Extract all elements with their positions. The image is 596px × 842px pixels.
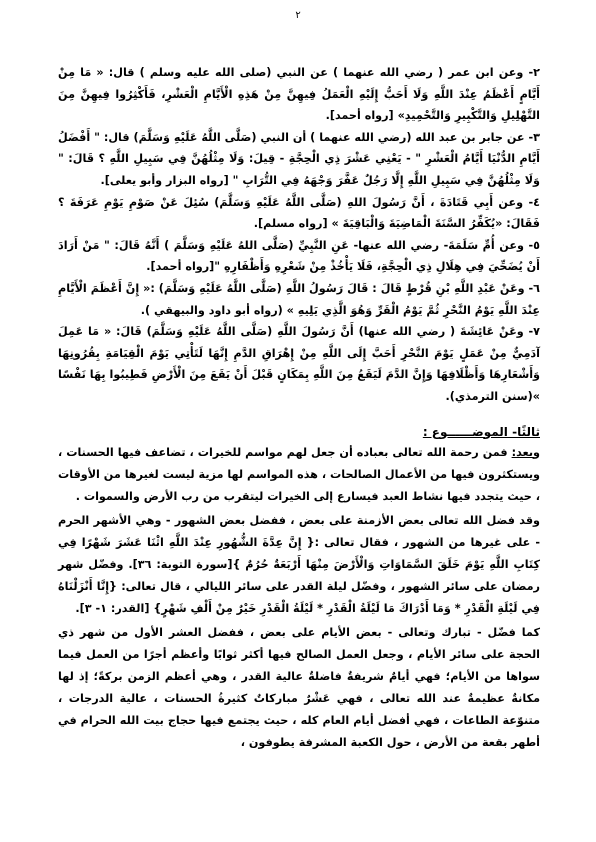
section-title: ثالثًا- الموضــــــوع : bbox=[422, 424, 540, 439]
document-body bbox=[58, 62, 540, 756]
hadith-item-3: ٣- عن جابر بن عبد الله (رضي الله عنهما ) أن النبي (صَلَّى اللَّهُ عَلَيْهِ وَسَلَّمَ) قال: " أَفْضَلُ أَيَّامِ الدُّنْيَا أَيَّامُ الْعَشْرِ " - يَعْنِي عَشْرَ ذِي الْحِجَّةِ - قِيلَ: وَلَا مِثْلُهُنَّ فِي سَبِيلِ اللَّهِ ؟ قَالَ: " وَلَا مِثْلُهُنَّ فِي سَبِيلِ اللَّهِ إِلَّا رَجُلٌ عَفَّرَ وَجْهَهُ فِي التُّرَابِ " [رواه البزار وأبو يعلى]. bbox=[58, 130, 540, 187]
hadith-item-5: ٥- وعن أُمِّ سَلَمَةَ- رضي الله عنها- عَنِ النَّبِيِّ (صَلَّى اللهُ عَلَيْهِ وَسَلَّمَ ) أَنَّهُ قَالَ: " مَنْ أَرَادَ أَنْ يُضَحِّيَ فِي هِلَالِ ذِي الْحِجَّةِ، فَلَا يَأْخُذْ مِنْ شَعْرِهِ وَأَظْفَارِهِ "[رواه أحمد]. bbox=[58, 238, 540, 274]
paragraph-months: وقد فضل الله تعالى بعض الأزمنة على بعض ، ففضل بعض الشهور - وهي الأشهر الحرم - على غيرها من الشهور ، فقال تعالى :{ إِنَّ عِدَّةَ الشُّهُورِ عِنْدَ اللَّهِ اثْنَا عَشَرَ شَهْرًا فِي كِتَابِ اللَّهِ يَوْمَ خَلَقَ السَّمَاوَاتِ وَالْأَرْضَ مِنْهَا أَرْبَعَةٌ حُرُمٌ }[سورة التوبة: ٣٦]. وفضّل شهر رمضان على سائر الشهور ، وفضّل ليلة القدر على سائر الليالي ، قال تعالى: {إِنَّا أَنْزَلْنَاهُ فِي لَيْلَةِ الْقَدْرِ * وَمَا أَدْرَاكَ مَا لَيْلَةُ الْقَدْرِ * لَيْلَةُ الْقَدْرِ خَيْرٌ مِنْ أَلْفِ شَهْرٍ} [القدر: ١- ٣]. bbox=[58, 513, 540, 615]
paragraph-intro bbox=[58, 442, 540, 508]
hadith-list bbox=[58, 62, 540, 408]
hadith-item-6: ٦- وعَنْ عَبْدِ اللَّهِ بْنِ قُرْطٍ قَالَ : قَالَ رَسُولُ اللَّهِ (صَلَّى اللَّهُ عَلَيْهِ وَسَلَّمَ) :« إِنَّ أَعْظَمَ الْأَيَّامِ عِنْدَ اللَّهِ يَوْمُ النَّحْرِ ثُمَّ يَوْمُ الْقَرِّ وَهُوَ الَّذِي يَلِيهِ » (رواه أبو داود والبيهقي ). bbox=[58, 281, 540, 317]
hadith-item-2: ٢- وعن ابن عمر ( رضي الله عنهما ) عن النبي (صلى الله عليه وسلم ) قال: « مَا مِنْ أَيَّامٍ أَعْظَمُ عِنْدَ اللَّهِ وَلَا أَحَبُّ إِلَيْهِ الْعَمَلُ فِيهِنَّ مِنْ هَذِهِ الْأَيَّامِ الْعَشْرِ، فَأَكْثِرُوا فِيهِنَّ مِنَ التَّهْلِيلِ وَالتَّكْبِيرِ وَالتَّحْمِيدِ» [رواه أحمد]. bbox=[58, 66, 540, 123]
paragraph-intro-text: فمن رحمة الله تعالى بعباده أن جعل لهم مواسم للخيرات ، تضاعف فيها الحسنات ، ويستكثرون فيها من الأعمال الصالحات ، هذه المواسم لها مزية ليست لغيرها من الأوقات ، حيث يتجدد فيها نشاط العبد فيسارع إلى الخيرات ليتقرب من رب الأرض والسموات . bbox=[58, 445, 540, 503]
paragraph-days: كما فضّل - تبارك وتعالى - بعض الأيام على بعض ، ففضل العشر الأول من شهر ذي الحجة على سائر الأيام ، وجعل العمل الصالح فيها أكثر ثوابًا وأعظم أجرًا من العمل فيما سواها من الأيام؛ فهي أيامٌ شريفةٌ فاضلةٌ عالية القدر ، وهي أعظم الزمن بركةً؛ إذ لها مكانةٌ عظيمةٌ عند الله تعالى ، فهي عَشْرٌ مباركاتٌ كثيرةُ الحسنات ، عالية الدرجات ، متنوّعة الطاعات ، فهي أفضل أيام العام كله ، حيث يجتمع فيها حجاج بيت الله الحرام في أطهر بقعة من الأرض ، حول الكعبة المشرفة يطوفون ، bbox=[58, 625, 540, 749]
page-number: ٢ bbox=[295, 10, 301, 21]
hadith-item-7: ٧- وعَنْ عَائِشَةَ ( رضي الله عنها) أَنَّ رَسُولَ اللَّهِ (صَلَّى اللَّهُ عَلَيْهِ وَسَلَّمَ) قَالَ: « مَا عَمِلَ آدَمِيٌّ مِنْ عَمَلٍ يَوْمَ النَّحْرِ أَحَبَّ إِلَى اللَّهِ مِنْ إِهْرَاقِ الدَّمِ إِنَّهَا لَتَأْتِي يَوْمَ الْقِيَامَةِ بِقُرُونِهَا وَأَشْعَارِهَا وَأَظْلَافِهَا وَإِنَّ الدَّمَ لَيَقَعُ مِنَ اللَّهِ بِمَكَانٍ قَبْلَ أَنْ يَقَعَ مِنَ الْأَرْضِ فَطِيبُوا بِهَا نَفْسًا »(سنن الترمذي). bbox=[58, 325, 540, 403]
hadith-item-4: ٤- وعن أَبِي قَتَادَةَ ، أَنَّ رَسُولَ اللهِ (صَلَّى اللَّهُ عَلَيْهِ وَسَلَّمَ) سُئِلَ عَنْ صَوْمِ يَوْمِ عَرَفَةَ ؟ فَقَالَ: «يُكَفِّرُ السَّنَةَ الْمَاضِيَةَ وَالْبَاقِيَةَ » [رواه مسلم]. bbox=[58, 195, 540, 231]
paragraph-lead: وبعد: bbox=[511, 445, 540, 459]
topic-body bbox=[58, 442, 540, 754]
